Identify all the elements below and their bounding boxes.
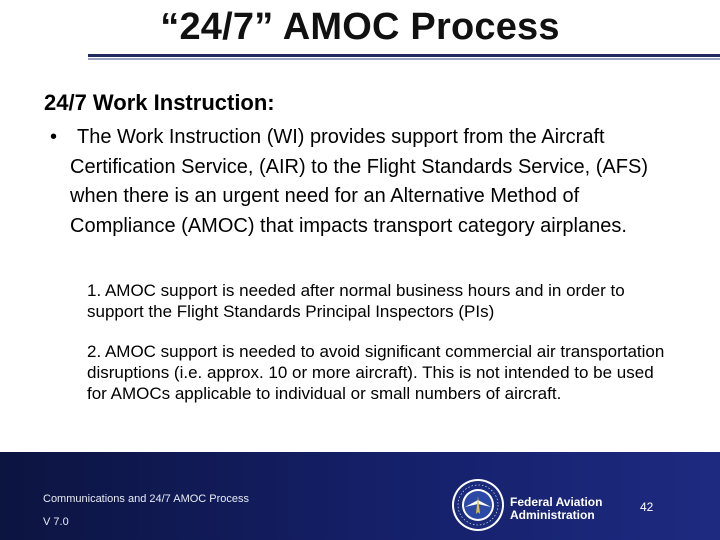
presentation-name: Communications and 24/7 AMOC Process (43, 493, 250, 505)
footer-bar (0, 452, 720, 540)
title-divider-light (88, 58, 720, 60)
slide-title: “24/7” AMOC Process (160, 6, 560, 48)
page-number: 42 (640, 500, 654, 514)
section-heading: 24/7 Work Instruction: (44, 90, 275, 115)
bullet-item (44, 123, 664, 241)
version-label: V 7.0 (43, 516, 69, 528)
bullet-marker: • (50, 126, 58, 148)
faa-seal-icon (451, 478, 505, 532)
title-divider (88, 54, 720, 57)
agency-name (510, 496, 602, 522)
agency-line-1: Federal Aviation (510, 495, 603, 509)
bullet-text: The Work Instruction (WI) provides support from the Aircraft Certification Service, (AIR) to the Flight Standards Service, (AFS) when there is an urgent need for an Alternative Method of Compliance (AMOC) that impacts transport category airplanes. (70, 126, 648, 237)
sub-item-2: 2. AMOC support is needed to avoid significant commercial air transportation disruptions (i.e. approx. 10 or more aircraft). This is not intended to be used for AMOCs applicable to individual or small numbers of aircraft. (87, 342, 665, 403)
agency-line-2: Administration (510, 508, 595, 522)
sub-item-1: 1. AMOC support is needed after normal business hours and in order to support the Flight Standards Principal Inspectors (PIs) (87, 281, 625, 321)
